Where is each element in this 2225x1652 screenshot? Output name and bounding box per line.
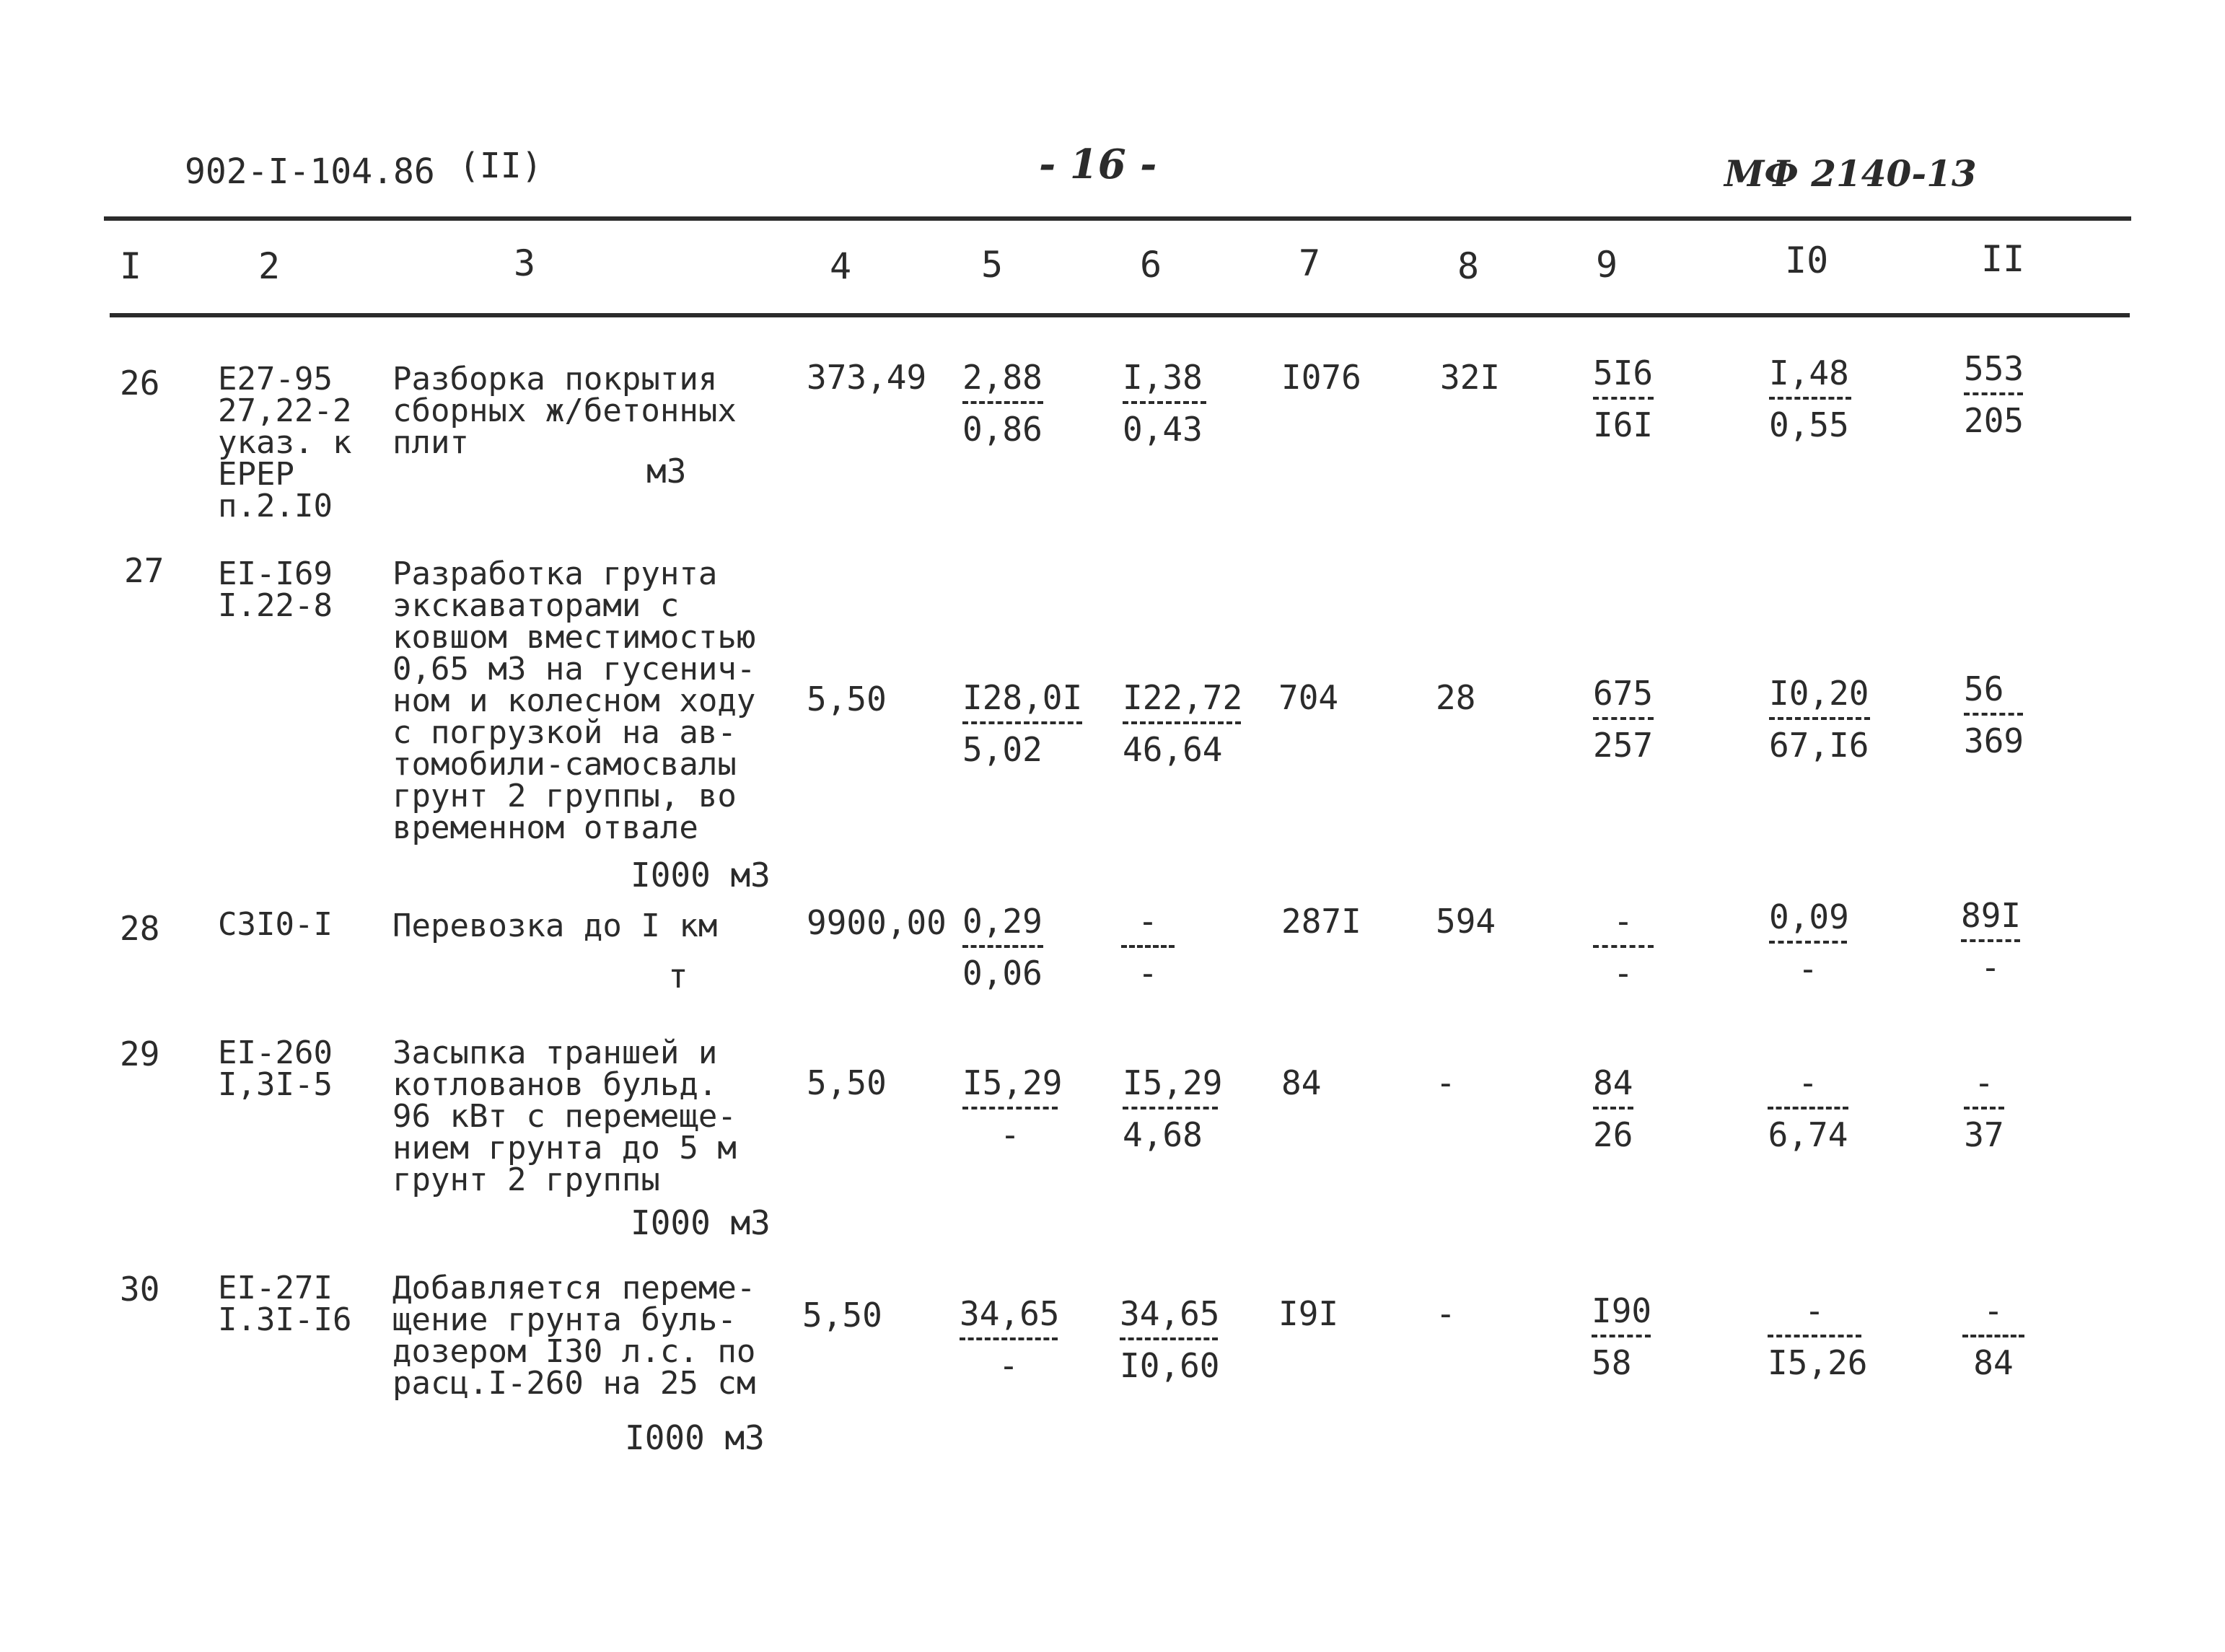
column-header: 7 xyxy=(1299,242,1321,284)
unit: I000 м3 xyxy=(631,856,771,895)
fraction-bar xyxy=(1768,1335,1861,1337)
norm-code: ЕI-I69 I.22-8 xyxy=(218,555,333,624)
norm-code: ЕI-260 I,3I-5 xyxy=(218,1034,333,1103)
fraction-top: 89I xyxy=(1961,896,2022,935)
column-header: 3 xyxy=(514,242,536,284)
fraction-top: - xyxy=(1798,1063,1818,1102)
fraction-bar xyxy=(1768,1107,1848,1110)
fraction-top: 0,29 xyxy=(962,902,1043,941)
row-number: 27 xyxy=(124,551,164,590)
page-number: - 16 - xyxy=(1039,141,1157,188)
column-header: I xyxy=(120,245,142,287)
col11-fraction xyxy=(1961,896,2022,987)
fraction-top: - xyxy=(1613,902,1633,941)
fraction-top: 675 xyxy=(1593,674,1654,713)
fraction-bar xyxy=(962,1107,1058,1110)
fraction-top: 2,88 xyxy=(962,358,1043,397)
col10-fraction xyxy=(1768,1291,1868,1382)
col9-fraction xyxy=(1593,902,1654,993)
fraction-bar xyxy=(962,721,1082,724)
col11-fraction xyxy=(1964,1063,2004,1154)
fraction-bottom: 0,55 xyxy=(1769,405,1849,444)
fraction-top: 56 xyxy=(1964,669,2004,708)
unit: I000 м3 xyxy=(625,1418,765,1457)
unit: м3 xyxy=(646,452,687,491)
col5-fraction xyxy=(960,1294,1060,1385)
fraction-bar xyxy=(1769,397,1851,400)
column-header: 8 xyxy=(1457,245,1480,287)
fraction-bar xyxy=(1593,397,1654,400)
fraction-bottom: 26 xyxy=(1593,1115,1633,1154)
fraction-bottom: 4,68 xyxy=(1123,1115,1203,1154)
column-header: 4 xyxy=(830,245,852,287)
fraction-top: I,38 xyxy=(1123,358,1203,397)
fraction-bottom: - xyxy=(1138,954,1158,993)
fraction-bottom: I5,26 xyxy=(1768,1343,1868,1382)
fraction-top: I0,20 xyxy=(1769,674,1869,713)
quantity: 373,49 xyxy=(807,358,927,397)
document-part: (II) xyxy=(459,146,543,186)
fraction-bottom: 0,06 xyxy=(962,954,1043,993)
fraction-bottom: 84 xyxy=(1973,1343,2014,1382)
work-description: Перевозка до I км xyxy=(392,908,718,944)
column-header: I0 xyxy=(1785,240,1829,281)
col11-fraction xyxy=(1964,349,2024,440)
col7-value: 704 xyxy=(1278,678,1339,717)
col10-fraction xyxy=(1769,674,1870,765)
fraction-bar xyxy=(1123,1107,1218,1110)
fraction-bar xyxy=(1123,401,1206,404)
fraction-top: I5,29 xyxy=(962,1063,1063,1102)
fraction-bar xyxy=(1592,1335,1651,1337)
fraction-bottom: 0,43 xyxy=(1123,410,1203,449)
row-number: 30 xyxy=(120,1270,160,1309)
fraction-top: 5I6 xyxy=(1593,353,1654,392)
fraction-bar xyxy=(962,945,1043,948)
fraction-bar xyxy=(1769,717,1870,720)
document-code: 902-I-104.86 xyxy=(185,151,435,192)
col9-fraction xyxy=(1593,674,1654,765)
fraction-top: - xyxy=(1974,1063,1994,1102)
fraction-top: 0,09 xyxy=(1769,897,1849,936)
fraction-bottom: 37 xyxy=(1964,1115,2004,1154)
quantity: 9900,00 xyxy=(807,903,947,942)
col6-fraction xyxy=(1121,902,1175,993)
quantity: 5,50 xyxy=(807,1063,887,1102)
norm-code: ЕI-27I I.3I-I6 xyxy=(218,1270,352,1338)
fraction-top: 553 xyxy=(1964,349,2024,388)
column-header: 5 xyxy=(981,244,1004,286)
col10-fraction xyxy=(1768,1063,1848,1154)
column-header: II xyxy=(1981,238,2025,280)
fraction-top: I90 xyxy=(1592,1291,1652,1330)
quantity: 5,50 xyxy=(802,1296,882,1335)
fraction-bar xyxy=(1121,945,1175,948)
fraction-bottom: 46,64 xyxy=(1123,730,1223,769)
fraction-top: - xyxy=(1804,1291,1825,1330)
fraction-bar xyxy=(960,1337,1058,1340)
col8-value: - xyxy=(1436,1294,1456,1333)
table-top-rule xyxy=(104,216,2131,221)
fraction-top: I5,29 xyxy=(1123,1063,1223,1102)
row-number: 29 xyxy=(120,1034,160,1073)
fraction-bottom: I6I xyxy=(1593,405,1654,444)
fraction-bottom: 369 xyxy=(1964,721,2024,760)
col10-fraction xyxy=(1769,353,1851,444)
fraction-bottom: 58 xyxy=(1592,1343,1632,1382)
col5-fraction xyxy=(962,678,1083,769)
fraction-bar xyxy=(1120,1337,1218,1340)
col8-value: - xyxy=(1436,1063,1456,1102)
table-header-rule xyxy=(110,313,2130,317)
fraction-top: I28,0I xyxy=(962,678,1083,717)
fraction-bottom: 6,74 xyxy=(1768,1115,1848,1154)
fraction-bottom: - xyxy=(1613,954,1633,993)
fraction-bar xyxy=(1964,1107,2004,1110)
fraction-bar xyxy=(1769,941,1847,944)
fraction-bar xyxy=(1964,713,2023,716)
fraction-bottom: - xyxy=(1798,949,1818,988)
fraction-bottom: 257 xyxy=(1593,726,1654,765)
fraction-bottom: - xyxy=(999,1346,1019,1385)
fraction-bar xyxy=(1964,392,2023,395)
col10-fraction xyxy=(1769,897,1849,988)
work-description: Засыпка траншей и котлованов бульд. 96 кВт с перемеще- нием грунта до 5 м грунт 2 группы xyxy=(392,1034,737,1198)
fraction-top: 34,65 xyxy=(960,1294,1060,1333)
fraction-bottom: - xyxy=(1000,1115,1020,1154)
fraction-bar xyxy=(1123,721,1241,724)
fraction-top: 84 xyxy=(1593,1063,1633,1102)
fraction-bar xyxy=(1961,939,2020,942)
work-description: Разборка покрытия сборных ж/бетонных плит xyxy=(392,361,737,461)
col5-fraction xyxy=(962,1063,1063,1154)
col5-fraction xyxy=(962,358,1043,449)
col6-fraction xyxy=(1123,358,1206,449)
col9-fraction xyxy=(1592,1291,1652,1382)
fraction-bar xyxy=(1593,1107,1633,1110)
col8-value: 28 xyxy=(1436,678,1476,717)
quantity: 5,50 xyxy=(807,680,887,719)
fraction-bottom: 205 xyxy=(1964,401,2024,440)
row-number: 26 xyxy=(120,364,160,403)
fraction-bottom: 67,I6 xyxy=(1769,726,1869,765)
unit: т xyxy=(668,957,688,996)
fraction-bar xyxy=(1962,1335,2024,1337)
col7-value: 287I xyxy=(1281,902,1361,941)
col6-fraction xyxy=(1123,1063,1223,1154)
col8-value: 594 xyxy=(1436,902,1496,941)
col11-fraction xyxy=(1962,1291,2024,1382)
fraction-top: I,48 xyxy=(1769,353,1849,392)
col6-fraction xyxy=(1123,678,1243,769)
col9-fraction xyxy=(1593,353,1654,444)
unit: I000 м3 xyxy=(631,1203,771,1242)
fraction-top: 34,65 xyxy=(1120,1294,1220,1333)
fraction-bottom: 0,86 xyxy=(962,410,1043,449)
fraction-bottom: 5,02 xyxy=(962,730,1043,769)
col8-value: 32I xyxy=(1440,358,1501,397)
col7-value: I9I xyxy=(1278,1294,1339,1333)
col5-fraction xyxy=(962,902,1043,993)
fraction-bottom: I0,60 xyxy=(1120,1346,1220,1385)
fraction-bottom: - xyxy=(1980,948,2001,987)
work-description: Добавляется переме- щение грунта буль- дозером I30 л.с. по расц.I-260 на 25 см xyxy=(392,1270,756,1402)
fraction-bar xyxy=(1593,945,1654,948)
norm-code: С3I0-I xyxy=(218,906,333,943)
column-header: 9 xyxy=(1596,244,1618,286)
fraction-top: I22,72 xyxy=(1123,678,1243,717)
col6-fraction xyxy=(1120,1294,1220,1385)
fraction-top: - xyxy=(1983,1291,2004,1330)
fraction-top: - xyxy=(1138,902,1158,941)
col7-value: 84 xyxy=(1281,1063,1322,1102)
col11-fraction xyxy=(1964,669,2024,760)
fraction-bar xyxy=(962,401,1043,404)
column-header: 6 xyxy=(1140,244,1162,286)
col7-value: I076 xyxy=(1281,358,1361,397)
work-description: Разработка грунта экскаваторами с ковшом вместимостью 0,65 м3 на гусенич- ном и колесном ходу с погрузкой на ав- томобили-самосвалы грунт 2 группы, во временном отвале xyxy=(392,555,756,846)
stamp-code: МФ 2140-13 xyxy=(1724,152,1977,195)
fraction-bar xyxy=(1593,717,1654,720)
column-header: 2 xyxy=(258,245,281,287)
row-number: 28 xyxy=(120,909,160,948)
norm-code: Е27-95 27,22-2 указ. к ЕРЕР п.2.I0 xyxy=(218,361,352,524)
col9-fraction xyxy=(1593,1063,1633,1154)
